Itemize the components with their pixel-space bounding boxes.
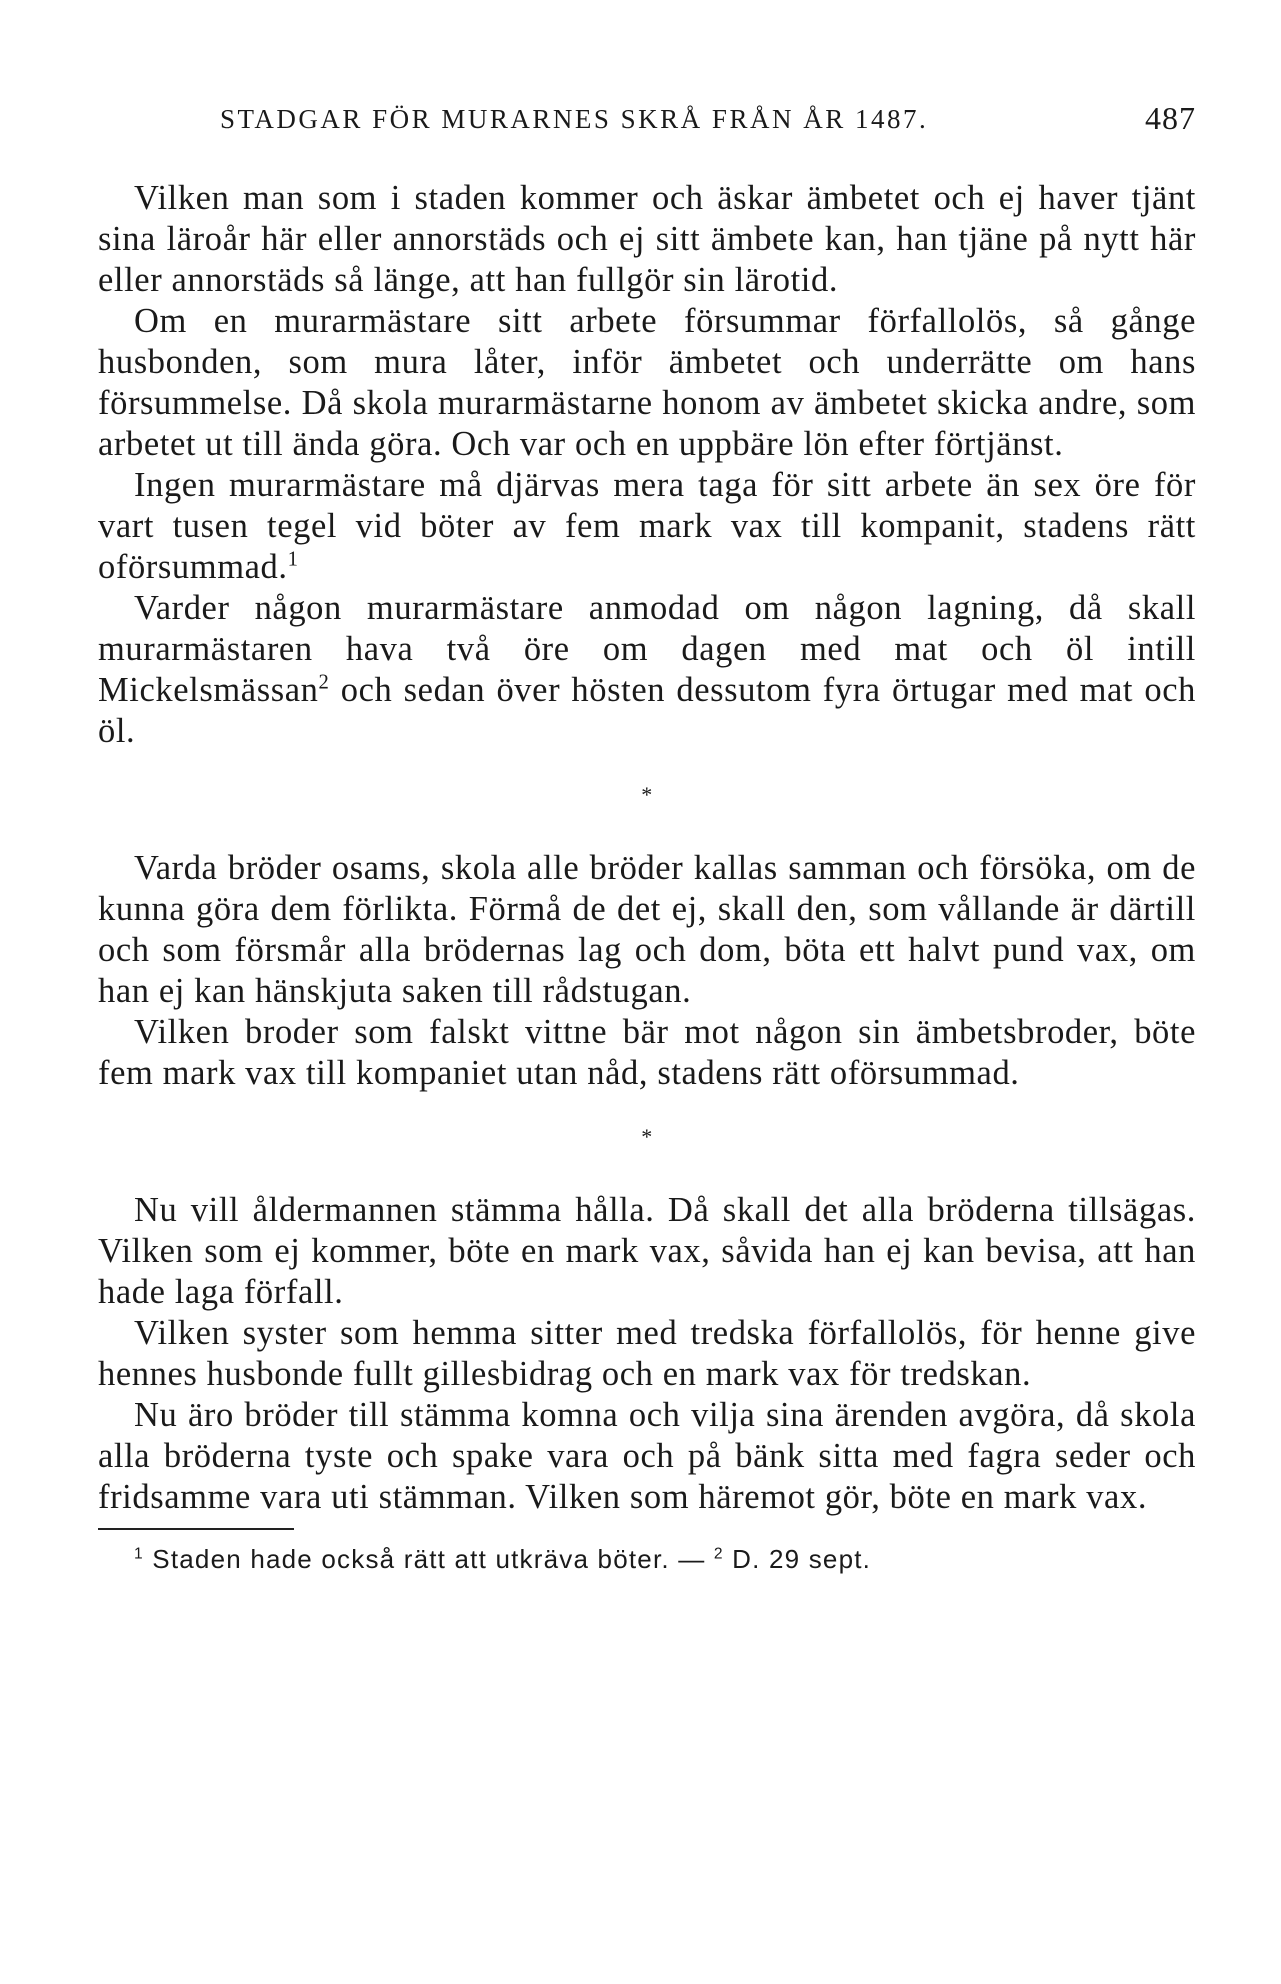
paragraph: Vilken broder som falskt vittne bär mot någon sin ämbetsbroder, böte fem mark vax till kompaniet utan nåd, stadens rätt oförsummad. <box>98 1013 1196 1092</box>
footnote-text: D. 29 sept. <box>723 1544 872 1574</box>
paragraph-text: och sedan över hösten dessutom fyra örtugar med mat och öl. <box>98 671 1196 750</box>
paragraph: Nu vill åldermannen stämma hålla. Då skall det alla bröderna tillsägas. Vilken som ej kommer, böte en mark vax, såvida han ej kan bevisa, att han hade laga förfall. <box>98 1191 1196 1311</box>
running-head <box>98 92 1196 138</box>
paragraph-text: Ingen murarmästare må djärvas mera taga för sitt arbete än sex öre för vart tusen tegel vid böter av fem mark vax till kompanit, stadens rätt oförsummad. <box>98 466 1196 586</box>
footnotes <box>98 1544 1196 1575</box>
paragraph: Vilken man som i staden kommer och äskar ämbetet och ej haver tjänt sina läroår här eller annorstäds och ej sitt ämbete kan, han tjäne på nytt här eller annorstäds så länge, att han fullgör sin lärotid. <box>98 179 1196 299</box>
footnote-ref: 1 <box>287 548 299 571</box>
paragraph <box>98 465 1196 588</box>
paragraph: Nu äro bröder till stämma komna och vilja sina ärenden avgöra, då skola alla bröderna tyste och spake vara och på bänk sitta med fagra seder och fridsamme vara uti stämman. Vilken som häremot gör, böte en mark vax. <box>98 1396 1196 1516</box>
paragraph <box>98 588 1196 752</box>
paragraph: Om en murarmästare sitt arbete försummar förfallolös, så gånge husbonden, som mura låter, inför ämbetet och underrätte om hans försummelse. Då skola murarmästarne honom av ämbetet skicka andre, som arbetet ut till ända göra. Och var och en uppbäre lön efter förtjänst. <box>98 302 1196 463</box>
page-number: 487 <box>1145 100 1196 136</box>
body-text: Vilken man som i staden kommer och äskar ämbetet och ej haver tjänt sina läroår här eller annorstäds och ej sitt ämbete kan, han tjäne på nytt här eller annorstäds så länge, att han fullgör sin lärotid. Om en murarmästare sitt arbete försummar förfallolös, så gånge husbonden, som mura låter, inför ämbetet och underrätte om hans försummelse. Då skola murarmästarne honom av ämbetet skicka andre, som arbetet ut till ända göra. Och var och en uppbäre lön efter förtjänst. Ingen murarmästare må djärvas mera taga för sitt arbete än sex öre för vart tusen tegel vid böter av fem mark vax till kompanit, stadens rätt oförsummad.$^1$ Varder någon murarmästare anmodad om någon lagning, då skall murarmästaren hava två öre om dagen med mat och öl intill Mickelsmässan$^2$ och sedan över hösten dessutom fyra örtugar med mat och öl. * Varda bröder osams, skola alle bröder kallas samman och försöka, om de kunna göra dem förlikta. Förmå de det ej, skall den, som vållande är därtill och som försmår alla brödernas lag och dom, böta ett halvt pund vax, om han ej kan hänskjuta saken till rådstugan. Vilken broder som falskt vittne bär mot någon sin ämbetsbroder, böte fem mark vax till kompaniet utan nåd, stadens rätt oförsummad. * Nu vill åldermannen stämma hålla. Då skall det alla bröderna tillsägas. Vilken som ej kommer, böte en mark vax, såvida han ej kan bevisa, att han hade laga förfall. Vilken syster som hemma sitter med tredska förfallolös, för henne give hennes husbonde fullt gillesbidrag och en mark vax för tredskan. Nu äro bröder till stämma komna och vilja sina ärenden avgöra, då skola alla bröderna tyste och spake vara och på bänk sitta med fagra seder och fridsamme vara uti stämman. Vilken som häremot gör, böte en mark vax. <box>98 179 1196 1516</box>
paragraph: Vilken syster som hemma sitter med tredska förfallolös, för henne give hennes husbonde fullt gillesbidrag och en mark vax för tredskan. <box>98 1314 1196 1393</box>
paragraph: Varda bröder osams, skola alle bröder kallas samman och försöka, om de kunna göra dem förlikta. Förmå de det ej, skall den, som vållande är därtill och som försmår alla brödernas lag och dom, böta ett halvt pund vax, om han ej kan hänskjuta saken till rådstugan. <box>98 849 1196 1010</box>
footnote-mark: 2 <box>713 1545 724 1563</box>
book-page <box>98 92 1196 1575</box>
footnote-rule <box>98 1528 294 1530</box>
footnote-mark: 1 <box>134 1545 144 1563</box>
footnote-text: Staden hade också rätt att utkräva böter. — <box>143 1544 714 1574</box>
paragraph-text: Varder någon murarmästare anmodad om någon lagning, då skall murarmästaren hava två öre om dagen med mat och öl intill Mickelsmässan <box>98 589 1196 709</box>
running-title: STADGAR FÖR MURARNES SKRÅ FRÅN ÅR 1487. <box>220 104 929 134</box>
footnote-ref: 2 <box>318 671 330 694</box>
